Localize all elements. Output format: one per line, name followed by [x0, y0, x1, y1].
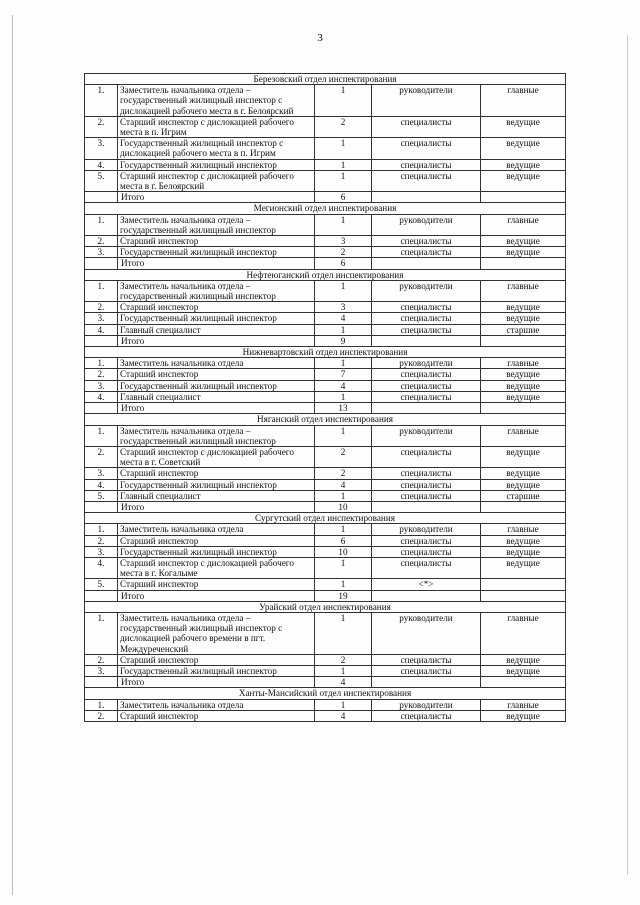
position-title: Заместитель начальника отдела – государственный жилищный инспектор [118, 425, 315, 446]
row-number: 3. [85, 546, 118, 557]
position-title: Заместитель начальника отдела [118, 358, 315, 369]
table-row [85, 138, 566, 159]
staff-count: 10 [315, 546, 372, 557]
row-number: 1. [85, 85, 118, 117]
staff-group: ведущие [481, 710, 566, 721]
department-name: Мегионский отдел инспектирования [85, 203, 566, 214]
staff-group: ведущие [481, 446, 566, 467]
position-title: Главный специалист [118, 490, 315, 501]
staff-category: руководители [372, 280, 481, 301]
staff-count: 1 [315, 358, 372, 369]
total-empty-cell [481, 403, 566, 414]
total-empty-cell [481, 501, 566, 512]
position-title: Старший инспектор с дислокацией рабочего места в г. Когалыме [118, 557, 315, 578]
total-count: 10 [315, 501, 372, 512]
staff-category: специалисты [372, 138, 481, 159]
row-number: 2. [85, 236, 118, 247]
total-label: Итого [118, 258, 315, 269]
total-count: 6 [315, 258, 372, 269]
row-number: 1. [85, 358, 118, 369]
total-label: Итого [118, 403, 315, 414]
department-header-row [85, 414, 566, 425]
staff-count: 6 [315, 535, 372, 546]
department-header-row [85, 513, 566, 524]
row-number: 1. [85, 425, 118, 446]
total-label: Итого [118, 501, 315, 512]
staff-category: специалисты [372, 324, 481, 335]
staff-group: главные [481, 85, 566, 117]
staff-count: 1 [315, 524, 372, 535]
staff-group: ведущие [481, 302, 566, 313]
position-title: Главный специалист [118, 324, 315, 335]
staff-table [84, 73, 566, 722]
total-count: 4 [315, 677, 372, 688]
position-title: Государственный жилищный инспектор [118, 159, 315, 170]
total-label: Итого [118, 677, 315, 688]
staff-count: 2 [315, 116, 372, 137]
row-number: 2. [85, 369, 118, 380]
page-number: 3 [317, 32, 323, 44]
position-title: Заместитель начальника отдела [118, 524, 315, 535]
department-name: Нефтеюганский отдел инспектирования [85, 269, 566, 280]
staff-count: 4 [315, 313, 372, 324]
table-row [85, 85, 566, 117]
staff-group: главные [481, 280, 566, 301]
position-title: Государственный жилищный инспектор [118, 479, 315, 490]
total-empty-cell [372, 192, 481, 203]
table-row [85, 159, 566, 170]
position-title: Государственный жилищный инспектор [118, 313, 315, 324]
staff-count: 7 [315, 369, 372, 380]
staff-category: руководители [372, 85, 481, 117]
staff-group: ведущие [481, 479, 566, 490]
table-row [85, 490, 566, 501]
position-title: Старший инспектор [118, 468, 315, 479]
row-number: 4. [85, 479, 118, 490]
staff-category: руководители [372, 612, 481, 654]
row-number: 1. [85, 214, 118, 235]
row-number: 5. [85, 579, 118, 590]
position-title: Старший инспектор с дислокацией рабочего места в п. Игрим [118, 116, 315, 137]
table-row [85, 710, 566, 721]
total-empty-cell [85, 403, 118, 414]
department-name: Урайский отдел инспектирования [85, 601, 566, 612]
department-header-row [85, 203, 566, 214]
staff-count: 1 [315, 391, 372, 402]
staff-count: 1 [315, 214, 372, 235]
row-number: 3. [85, 468, 118, 479]
row-number: 4. [85, 324, 118, 335]
staff-category: специалисты [372, 159, 481, 170]
staff-group: ведущие [481, 313, 566, 324]
staff-count: 4 [315, 710, 372, 721]
total-empty-cell [481, 258, 566, 269]
department-name: Ханты-Мансийский отдел инспектирования [85, 688, 566, 699]
position-title: Государственный жилищный инспектор [118, 380, 315, 391]
table-row [85, 313, 566, 324]
position-title: Государственный жилищный инспектор [118, 665, 315, 676]
staff-category: <*> [372, 579, 481, 590]
staff-group [481, 579, 566, 590]
staff-category: специалисты [372, 302, 481, 313]
total-row [85, 403, 566, 414]
row-number: 2. [85, 446, 118, 467]
total-row [85, 677, 566, 688]
table-row [85, 302, 566, 313]
department-header-row [85, 347, 566, 358]
total-count: 13 [315, 403, 372, 414]
row-number: 2. [85, 710, 118, 721]
row-number: 3. [85, 313, 118, 324]
row-number: 3. [85, 665, 118, 676]
position-title: Заместитель начальника отдела – государственный жилищный инспектор с дислокацией рабочего места в г. Белоярский [118, 85, 315, 117]
staff-category: специалисты [372, 116, 481, 137]
staff-count: 1 [315, 612, 372, 654]
staff-count: 2 [315, 446, 372, 467]
total-empty-cell [85, 335, 118, 346]
total-empty-cell [481, 590, 566, 601]
staff-category: специалисты [372, 546, 481, 557]
table-row [85, 524, 566, 535]
staff-group: главные [481, 358, 566, 369]
staff-group: ведущие [481, 236, 566, 247]
total-row [85, 335, 566, 346]
position-title: Государственный жилищный инспектор [118, 247, 315, 258]
total-empty-cell [372, 403, 481, 414]
staff-count: 1 [315, 280, 372, 301]
staff-category: специалисты [372, 170, 481, 191]
position-title: Старший инспектор [118, 535, 315, 546]
total-row [85, 501, 566, 512]
staff-category: специалисты [372, 479, 481, 490]
staff-group: ведущие [481, 391, 566, 402]
table-row [85, 247, 566, 258]
staff-group: главные [481, 524, 566, 535]
total-empty-cell [372, 335, 481, 346]
staff-count: 4 [315, 380, 372, 391]
staff-count: 1 [315, 85, 372, 117]
table-row [85, 665, 566, 676]
staff-group: ведущие [481, 654, 566, 665]
table-row [85, 468, 566, 479]
staff-category: специалисты [372, 446, 481, 467]
table-row [85, 612, 566, 654]
staff-category: специалисты [372, 665, 481, 676]
total-empty-cell [85, 501, 118, 512]
row-number: 2. [85, 654, 118, 665]
table-row [85, 324, 566, 335]
staff-count: 3 [315, 302, 372, 313]
total-count: 6 [315, 192, 372, 203]
table-row [85, 236, 566, 247]
position-title: Государственный жилищный инспектор с дислокацией рабочего места в п. Игрим [118, 138, 315, 159]
table-row [85, 557, 566, 578]
staff-count: 2 [315, 468, 372, 479]
row-number: 2. [85, 116, 118, 137]
staff-category: руководители [372, 524, 481, 535]
staff-group: старшие [481, 324, 566, 335]
staff-count: 4 [315, 479, 372, 490]
staff-category: специалисты [372, 654, 481, 665]
staff-group: главные [481, 699, 566, 710]
position-title: Заместитель начальника отдела – государственный жилищный инспектор [118, 214, 315, 235]
staff-category: специалисты [372, 247, 481, 258]
row-number: 5. [85, 490, 118, 501]
staff-group: главные [481, 425, 566, 446]
position-title: Государственный жилищный инспектор [118, 546, 315, 557]
staff-count: 1 [315, 170, 372, 191]
row-number: 1. [85, 280, 118, 301]
position-title: Старший инспектор [118, 236, 315, 247]
row-number: 1. [85, 612, 118, 654]
staff-category: руководители [372, 699, 481, 710]
row-number: 2. [85, 535, 118, 546]
position-title: Заместитель начальника отдела – государственный жилищный инспектор [118, 280, 315, 301]
staff-group: главные [481, 214, 566, 235]
position-title: Старший инспектор с дислокацией рабочего места в г. Белоярский [118, 170, 315, 191]
staff-group: главные [481, 612, 566, 654]
table-row [85, 654, 566, 665]
table-row [85, 546, 566, 557]
total-row [85, 192, 566, 203]
staff-group: ведущие [481, 665, 566, 676]
total-empty-cell [85, 677, 118, 688]
department-header-row [85, 601, 566, 612]
staff-category: специалисты [372, 391, 481, 402]
total-empty-cell [372, 501, 481, 512]
table-row [85, 425, 566, 446]
staff-category: специалисты [372, 557, 481, 578]
table-row [85, 214, 566, 235]
staff-category: специалисты [372, 490, 481, 501]
staff-count: 1 [315, 557, 372, 578]
position-title: Старший инспектор [118, 579, 315, 590]
staff-group: ведущие [481, 159, 566, 170]
table-row [85, 280, 566, 301]
staff-group: ведущие [481, 369, 566, 380]
row-number: 2. [85, 302, 118, 313]
staff-count: 1 [315, 159, 372, 170]
table-row [85, 479, 566, 490]
total-empty-cell [372, 677, 481, 688]
scan-edge-left [12, 15, 13, 895]
department-name: Сургутский отдел инспектирования [85, 513, 566, 524]
table-row [85, 579, 566, 590]
staff-category: руководители [372, 425, 481, 446]
row-number: 3. [85, 380, 118, 391]
staff-group: ведущие [481, 170, 566, 191]
staff-group: ведущие [481, 468, 566, 479]
table-row [85, 369, 566, 380]
staff-group: ведущие [481, 535, 566, 546]
staff-count: 1 [315, 579, 372, 590]
staff-count: 1 [315, 699, 372, 710]
department-header-row [85, 74, 566, 85]
staff-count: 1 [315, 425, 372, 446]
row-number: 1. [85, 524, 118, 535]
table-row [85, 446, 566, 467]
staff-group: ведущие [481, 557, 566, 578]
position-title: Старший инспектор [118, 302, 315, 313]
total-label: Итого [118, 590, 315, 601]
table-row [85, 699, 566, 710]
position-title: Заместитель начальника отдела [118, 699, 315, 710]
table-row [85, 380, 566, 391]
staff-group: ведущие [481, 116, 566, 137]
row-number: 4. [85, 557, 118, 578]
row-number: 4. [85, 391, 118, 402]
department-header-row [85, 269, 566, 280]
row-number: 1. [85, 699, 118, 710]
staff-count: 2 [315, 654, 372, 665]
staff-category: специалисты [372, 468, 481, 479]
total-empty-cell [481, 192, 566, 203]
total-count: 9 [315, 335, 372, 346]
department-name: Няганский отдел инспектирования [85, 414, 566, 425]
table-row [85, 391, 566, 402]
staff-group: ведущие [481, 247, 566, 258]
row-number: 3. [85, 247, 118, 258]
staff-table-body [85, 74, 566, 722]
total-empty-cell [481, 335, 566, 346]
table-row [85, 170, 566, 191]
table-row [85, 116, 566, 137]
row-number: 3. [85, 138, 118, 159]
total-label: Итого [118, 192, 315, 203]
row-number: 5. [85, 170, 118, 191]
staff-count: 1 [315, 324, 372, 335]
staff-category: специалисты [372, 535, 481, 546]
row-number: 4. [85, 159, 118, 170]
position-title: Старший инспектор [118, 710, 315, 721]
total-empty-cell [85, 192, 118, 203]
department-name: Березовский отдел инспектирования [85, 74, 566, 85]
staff-group: ведущие [481, 380, 566, 391]
position-title: Старший инспектор с дислокацией рабочего места в г. Советский [118, 446, 315, 467]
staff-count: 2 [315, 247, 372, 258]
total-row [85, 258, 566, 269]
total-label: Итого [118, 335, 315, 346]
staff-count: 1 [315, 138, 372, 159]
position-title: Главный специалист [118, 391, 315, 402]
staff-count: 3 [315, 236, 372, 247]
department-name: Нижневартовский отдел инспектирования [85, 347, 566, 358]
staff-category: специалисты [372, 380, 481, 391]
staff-group: старшие [481, 490, 566, 501]
table-row [85, 535, 566, 546]
table-row [85, 358, 566, 369]
total-empty-cell [85, 590, 118, 601]
staff-category: руководители [372, 214, 481, 235]
total-empty-cell [372, 258, 481, 269]
department-header-row [85, 688, 566, 699]
position-title: Заместитель начальника отдела – государственный жилищный инспектор с дислокацией рабочего времени в пгт. Междуреченский [118, 612, 315, 654]
total-empty-cell [85, 258, 118, 269]
staff-count: 1 [315, 665, 372, 676]
total-empty-cell [481, 677, 566, 688]
staff-category: специалисты [372, 236, 481, 247]
scan-edge-right [627, 35, 628, 875]
position-title: Старший инспектор [118, 654, 315, 665]
staff-category: специалисты [372, 369, 481, 380]
position-title: Старший инспектор [118, 369, 315, 380]
total-row [85, 590, 566, 601]
staff-category: специалисты [372, 710, 481, 721]
staff-category: руководители [372, 358, 481, 369]
staff-group: ведущие [481, 546, 566, 557]
staff-group: ведущие [481, 138, 566, 159]
total-empty-cell [372, 590, 481, 601]
staff-category: специалисты [372, 313, 481, 324]
staff-count: 1 [315, 490, 372, 501]
total-count: 19 [315, 590, 372, 601]
